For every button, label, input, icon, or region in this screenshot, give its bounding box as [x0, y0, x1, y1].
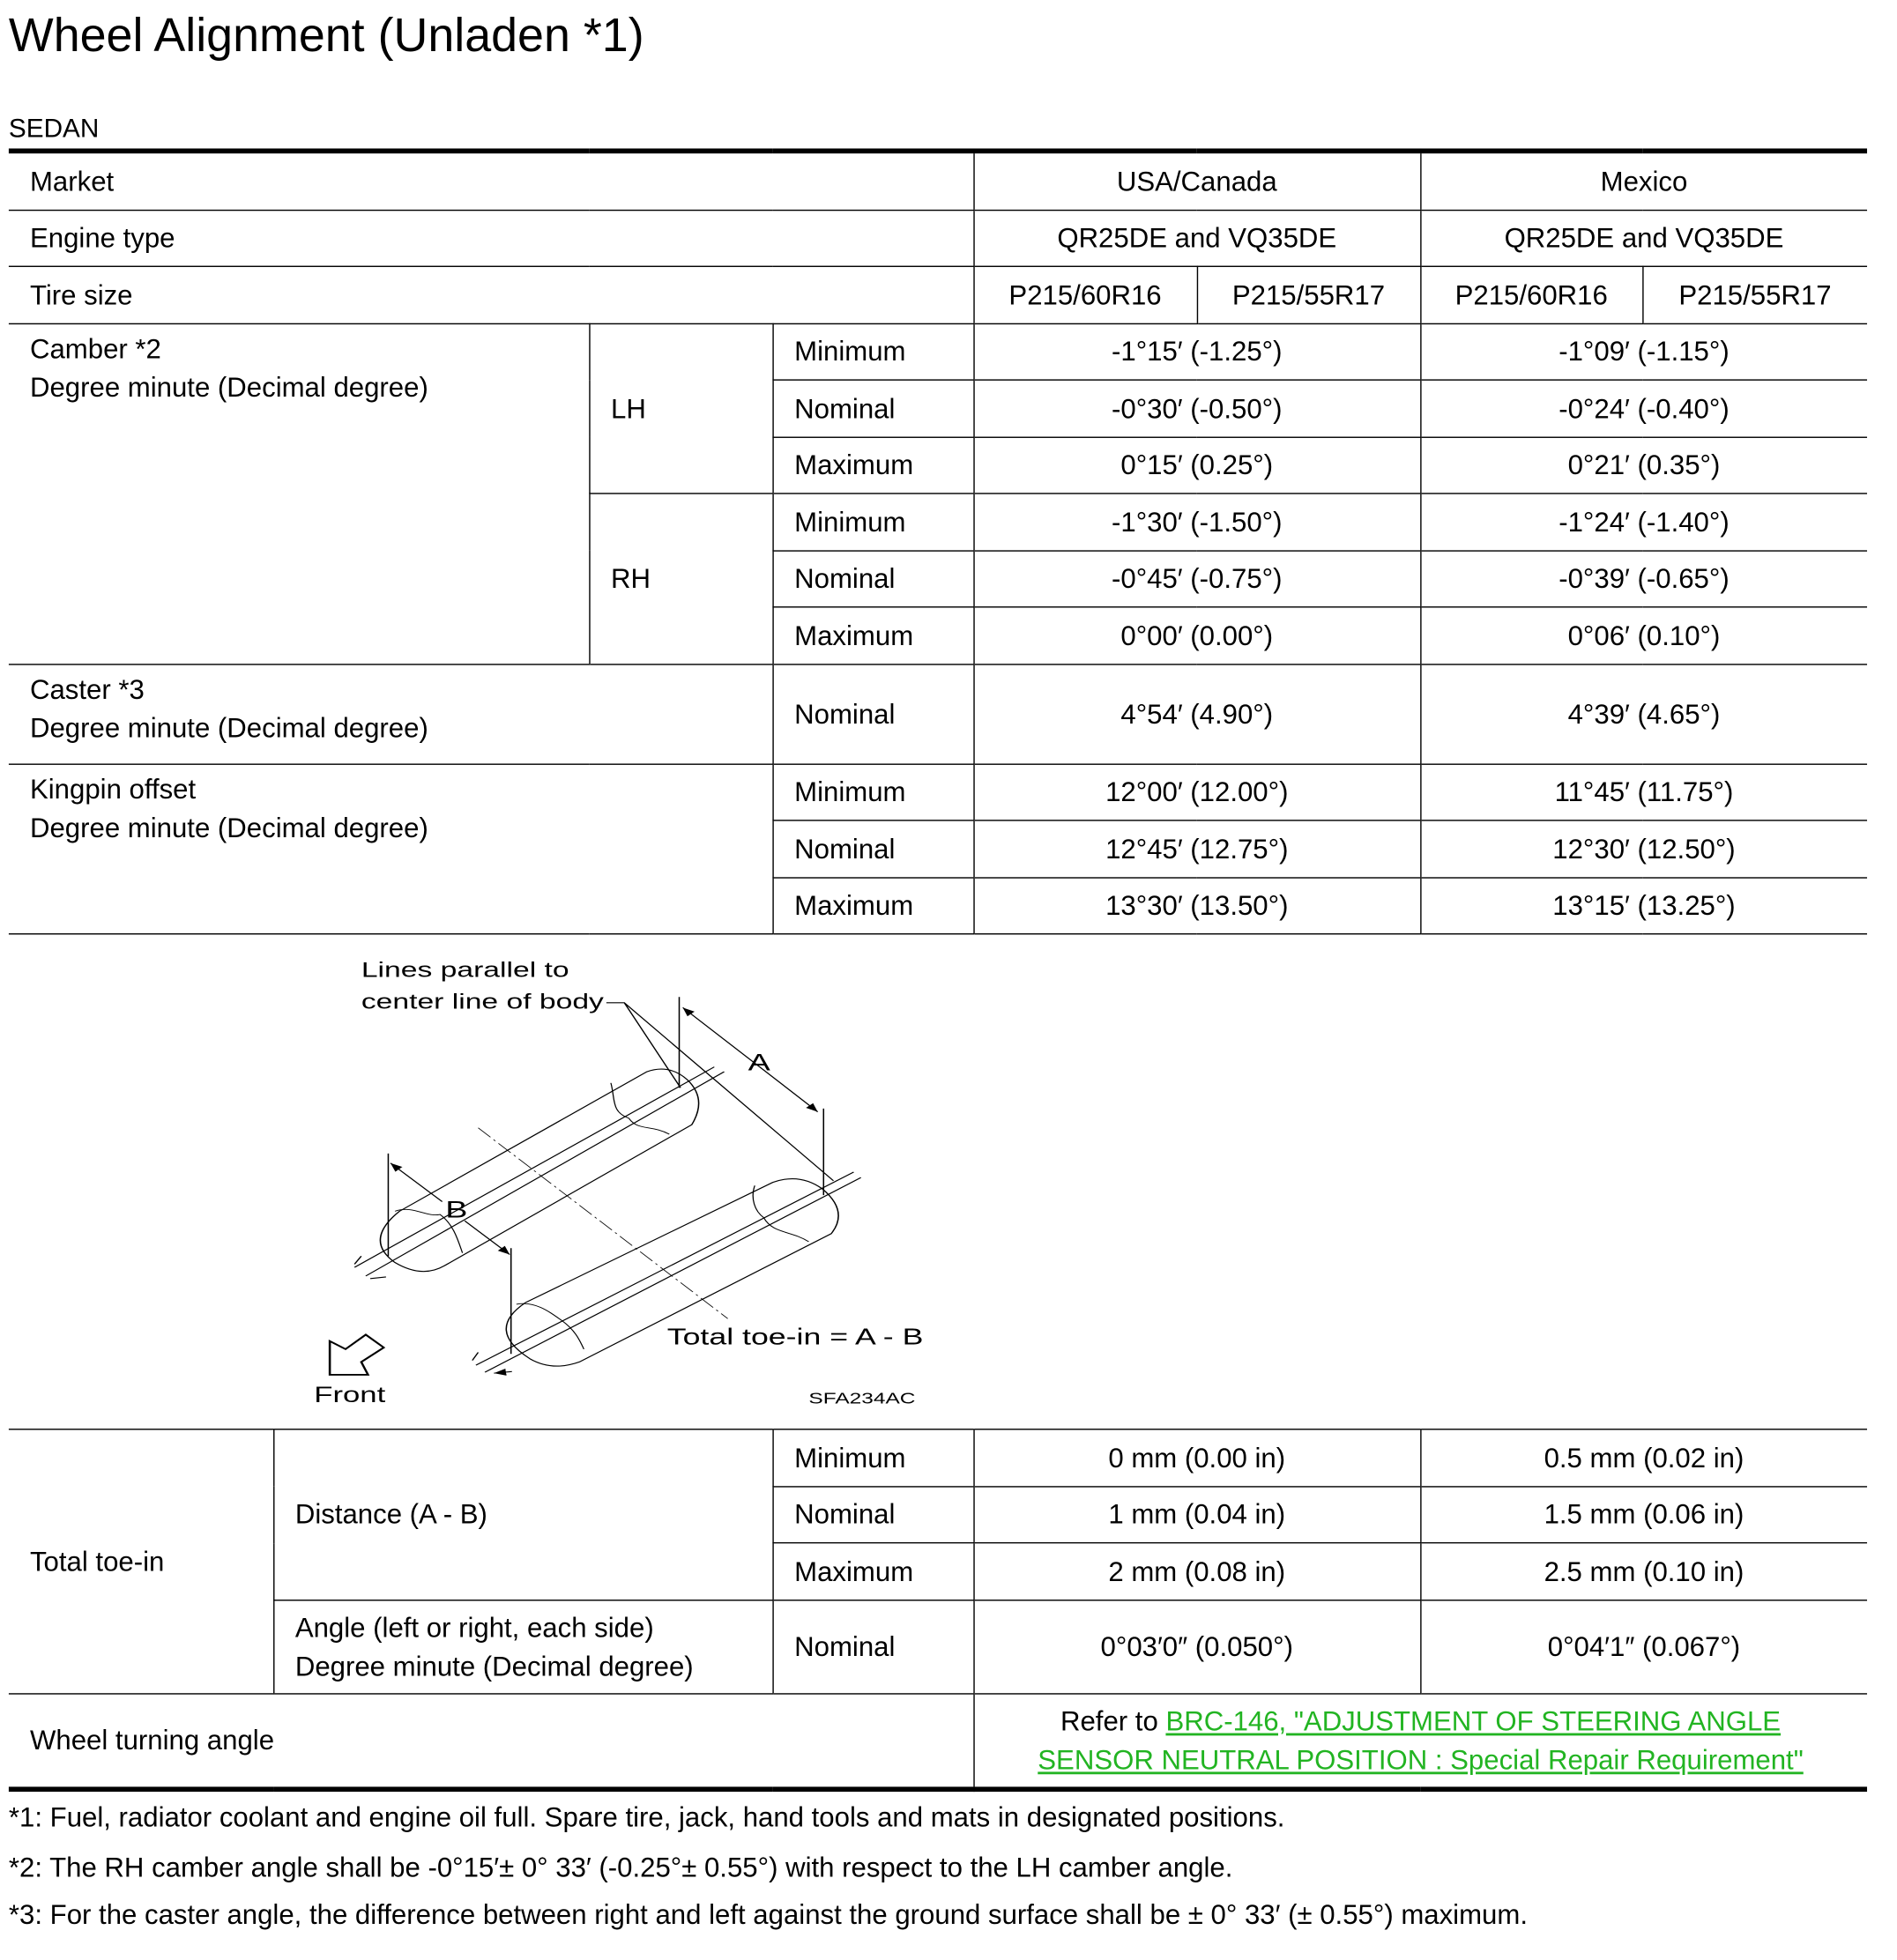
- camber-label-cell: [9, 323, 589, 664]
- value-usa: 0 mm (0.00 in): [973, 1429, 1420, 1486]
- value-usa: -0°45′ (-0.75°): [973, 550, 1420, 606]
- caster-label: Caster *3: [29, 672, 145, 705]
- value-mexico: -0°24′ (-0.40°): [1420, 380, 1867, 436]
- link-line-2[interactable]: SENSOR NEUTRAL POSITION : Special Repair Requirement": [1038, 1743, 1804, 1775]
- table-row: [9, 763, 1867, 820]
- turning-value: [973, 1693, 1867, 1788]
- toe-in-table: [9, 1429, 1867, 1791]
- turning-label: Wheel turning angle: [9, 1693, 973, 1788]
- front-arrow-icon: [330, 1334, 383, 1374]
- dimension-b-label: B: [445, 1196, 468, 1223]
- tire-size: P215/55R17: [1642, 266, 1867, 323]
- camber-label: Camber *2: [29, 332, 161, 364]
- value-mexico: -1°09′ (-1.15°): [1420, 323, 1867, 380]
- kingpin-label-cell: [9, 763, 772, 933]
- value-mexico: 12°30′ (12.50°): [1420, 820, 1867, 877]
- row-label: Maximum: [772, 437, 973, 494]
- table-row-turning: [9, 1693, 1867, 1788]
- camber-lh: LH: [589, 323, 772, 494]
- value-usa: 12°45′ (12.75°): [973, 820, 1420, 877]
- toe-label: Total toe-in: [9, 1429, 273, 1693]
- market-usa: USA/Canada: [973, 151, 1420, 210]
- engine-usa: QR25DE and VQ35DE: [973, 210, 1420, 266]
- row-label: Nominal: [772, 664, 973, 763]
- angle-label: Angle (left or right, each side): [294, 1611, 654, 1643]
- value-mexico: 2.5 mm (0.10 in): [1420, 1543, 1867, 1600]
- value-usa: 0°03′0″ (0.050°): [973, 1600, 1420, 1693]
- angle-sublabel: Degree minute (Decimal degree): [294, 1650, 694, 1682]
- tire-label: Tire size: [9, 266, 973, 323]
- value-usa: 2 mm (0.08 in): [973, 1543, 1420, 1600]
- refer-text: Refer to: [1060, 1704, 1166, 1737]
- row-label: Maximum: [772, 607, 973, 664]
- table-row: [9, 323, 1867, 380]
- table-row-caster: [9, 664, 1867, 763]
- alignment-spec-table: [9, 148, 1867, 934]
- value-usa: 0°00′ (0.00°): [973, 607, 1420, 664]
- row-label: Nominal: [772, 1600, 973, 1693]
- value-usa: -1°30′ (-1.50°): [973, 494, 1420, 550]
- caster-label-cell: [9, 664, 772, 763]
- link-line-1[interactable]: BRC-146, "ADJUSTMENT OF STEERING ANGLE: [1165, 1704, 1782, 1737]
- table-row-engine: [9, 210, 1867, 266]
- engine-label: Engine type: [9, 210, 973, 266]
- camber-rh: RH: [589, 494, 772, 664]
- distance-label: Distance (A - B): [273, 1429, 772, 1600]
- value-usa: 4°54′ (4.90°): [973, 664, 1420, 763]
- toe-in-diagram: [264, 926, 970, 1429]
- value-usa: -1°15′ (-1.25°): [973, 323, 1420, 380]
- row-label: Minimum: [772, 323, 973, 380]
- value-usa: 12°00′ (12.00°): [973, 763, 1420, 820]
- tire-size: P215/60R16: [973, 266, 1196, 323]
- value-usa: 13°30′ (13.50°): [973, 877, 1420, 933]
- row-label: Nominal: [772, 1486, 973, 1542]
- diagram-lines: [330, 997, 860, 1375]
- value-mexico: 1.5 mm (0.06 in): [1420, 1486, 1867, 1542]
- camber-sublabel: Degree minute (Decimal degree): [29, 371, 428, 403]
- row-label: Maximum: [772, 1543, 973, 1600]
- table-row-market: [9, 151, 1867, 210]
- lines-label-2: center line of body: [361, 990, 604, 1014]
- front-label: Front: [314, 1383, 386, 1407]
- value-mexico: 0°06′ (0.10°): [1420, 607, 1867, 664]
- caster-sublabel: Degree minute (Decimal degree): [29, 711, 428, 744]
- engine-mexico: QR25DE and VQ35DE: [1420, 210, 1867, 266]
- market-label: Market: [9, 151, 973, 210]
- value-usa: 1 mm (0.04 in): [973, 1486, 1420, 1542]
- formula-label: Total toe-in = A - B: [666, 1324, 924, 1350]
- value-usa: 0°15′ (0.25°): [973, 437, 1420, 494]
- value-mexico: -0°39′ (-0.65°): [1420, 550, 1867, 606]
- value-mexico: 0.5 mm (0.02 in): [1420, 1429, 1867, 1486]
- figure-code: SFA234AC: [808, 1390, 916, 1407]
- dimension-a-label: A: [748, 1048, 770, 1076]
- value-mexico: 11°45′ (11.75°): [1420, 763, 1867, 820]
- value-mexico: 13°15′ (13.25°): [1420, 877, 1867, 933]
- footnote-3: *3: For the caster angle, the difference between right and left against the ground surface shall be ± 0° 33′ (± 0.55°) maximum.: [8, 1898, 1528, 1931]
- row-label: Nominal: [772, 820, 973, 877]
- table-row: [9, 1600, 1867, 1693]
- value-usa: -0°30′ (-0.50°): [973, 380, 1420, 436]
- kingpin-sublabel: Degree minute (Decimal degree): [29, 811, 428, 843]
- footnote-2: *2: The RH camber angle shall be -0°15′± 0° 33′ (-0.25°± 0.55°) with respect to the LH camber angle.: [8, 1852, 1233, 1883]
- table-row-tire: [9, 266, 1867, 323]
- angle-label-cell: [273, 1600, 772, 1693]
- row-label: Minimum: [772, 494, 973, 550]
- section-label: SEDAN: [8, 115, 100, 144]
- lines-label-1: Lines parallel to: [361, 959, 569, 983]
- row-label: Nominal: [772, 550, 973, 606]
- row-label: Maximum: [772, 877, 973, 933]
- value-mexico: 4°39′ (4.65°): [1420, 664, 1867, 763]
- page-title: Wheel Alignment (Unladen *1): [8, 10, 644, 63]
- market-mexico: Mexico: [1420, 151, 1867, 210]
- row-label: Minimum: [772, 763, 973, 820]
- value-mexico: 0°21′ (0.35°): [1420, 437, 1867, 494]
- row-label: Nominal: [772, 380, 973, 436]
- row-label: Minimum: [772, 1429, 973, 1486]
- value-mexico: -1°24′ (-1.40°): [1420, 494, 1867, 550]
- table-row: [9, 1429, 1867, 1486]
- tire-size: P215/55R17: [1197, 266, 1420, 323]
- footnote-1: *1: Fuel, radiator coolant and engine oil full. Spare tire, jack, hand tools and mats in designated positions.: [8, 1801, 1285, 1833]
- kingpin-label: Kingpin offset: [29, 773, 197, 805]
- tire-size: P215/60R16: [1420, 266, 1642, 323]
- value-mexico: 0°04′1″ (0.067°): [1420, 1600, 1867, 1693]
